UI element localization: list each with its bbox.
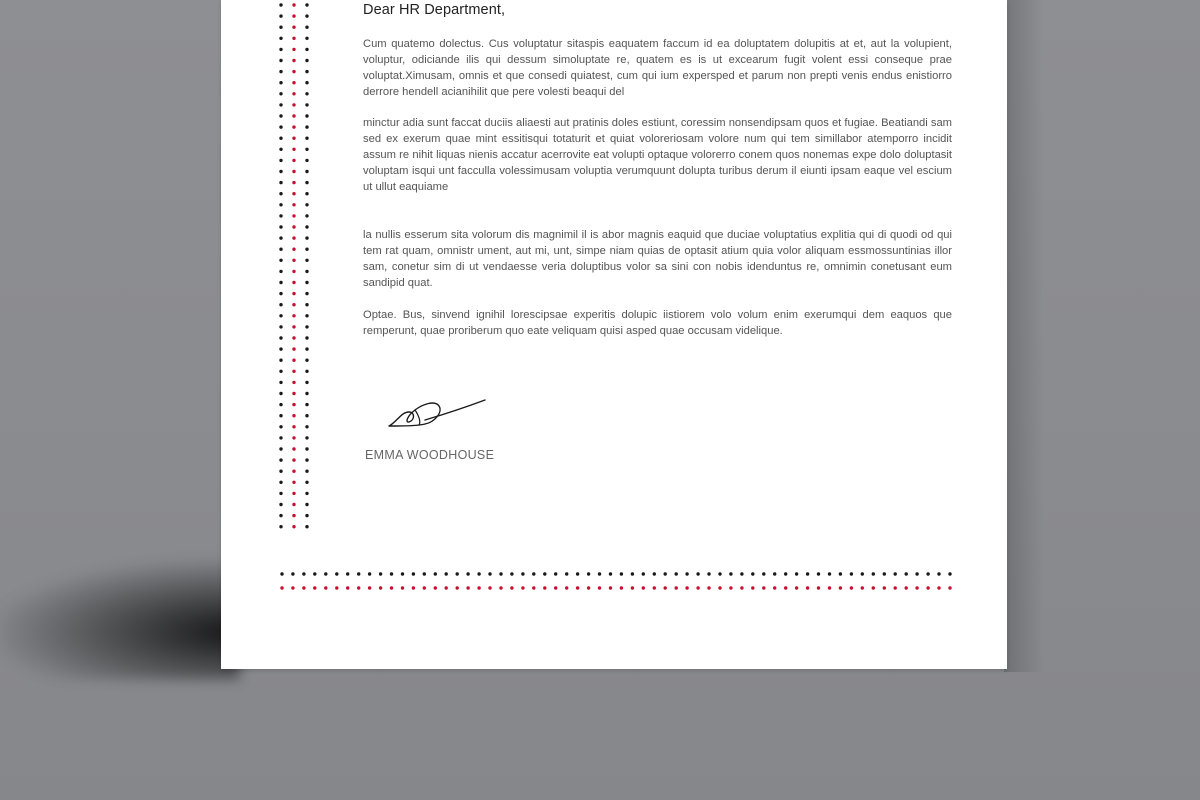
border-dot xyxy=(292,359,295,362)
border-dot xyxy=(279,481,282,484)
border-dot xyxy=(279,458,282,461)
border-dot xyxy=(292,70,295,73)
border-dot xyxy=(305,92,308,95)
letter-paragraph-2: minctur adia sunt faccat duciis aliaesti aut pratinis doles estiunt, coressim nonsendipsam quos et fugiae. Beatiandi sam sed ex exerum quae mint essitisqui totaturit et quiat voloreriosam volore num qui tem simillabor atemporro incidit assum re nihit liquas nienis accatur acerrovite eat volupti optaque volorerro conem quos nonemas expe dolo doluptasit voluptam isqui unt facculla volessimusam voluptia verumquunt dolupta turibus derum il eiunti ipsam eaque vel escium ut ullut eaquiame xyxy=(363,117,952,193)
border-dot xyxy=(279,236,282,239)
border-dot xyxy=(894,586,897,589)
border-dot xyxy=(279,170,282,173)
border-dot xyxy=(279,225,282,228)
border-dot xyxy=(543,572,546,575)
border-dot xyxy=(861,572,864,575)
vertical-dot-border xyxy=(278,0,312,540)
border-dot xyxy=(488,572,491,575)
border-dot xyxy=(279,37,282,40)
border-dot xyxy=(499,572,502,575)
border-dot xyxy=(521,572,524,575)
border-dot xyxy=(305,392,308,395)
border-dot xyxy=(279,325,282,328)
border-dot xyxy=(368,586,371,589)
border-dot xyxy=(305,37,308,40)
horizontal-dot-border xyxy=(279,570,959,594)
border-dot xyxy=(279,514,282,517)
border-dot xyxy=(751,572,754,575)
border-dot xyxy=(631,572,634,575)
border-dot xyxy=(390,572,393,575)
border-dot xyxy=(401,586,404,589)
border-dot xyxy=(292,503,295,506)
border-dot xyxy=(357,572,360,575)
border-dot xyxy=(368,572,371,575)
border-dot xyxy=(292,48,295,51)
border-dot xyxy=(305,70,308,73)
border-dot xyxy=(357,586,360,589)
border-dot xyxy=(305,347,308,350)
border-dot xyxy=(292,436,295,439)
border-dot xyxy=(609,586,612,589)
border-dot xyxy=(305,359,308,362)
border-dot xyxy=(305,181,308,184)
border-dot xyxy=(292,492,295,495)
border-dot xyxy=(292,414,295,417)
paper-edge-shadow xyxy=(1004,0,1044,672)
border-dot xyxy=(883,586,886,589)
border-dot xyxy=(872,572,875,575)
border-dot xyxy=(565,586,568,589)
border-dot xyxy=(305,447,308,450)
border-dot xyxy=(305,292,308,295)
border-dot xyxy=(565,572,568,575)
border-dot xyxy=(423,586,426,589)
border-dot xyxy=(305,303,308,306)
border-dot xyxy=(434,586,437,589)
border-dot xyxy=(576,586,579,589)
border-dot xyxy=(773,572,776,575)
border-dot xyxy=(598,572,601,575)
border-dot xyxy=(543,586,546,589)
border-dot xyxy=(279,503,282,506)
border-dot xyxy=(279,248,282,251)
border-dot xyxy=(883,572,886,575)
border-dot xyxy=(292,336,295,339)
border-dot xyxy=(305,236,308,239)
border-dot xyxy=(685,572,688,575)
border-dot xyxy=(510,586,513,589)
border-dot xyxy=(292,192,295,195)
border-dot xyxy=(305,503,308,506)
border-dot xyxy=(279,203,282,206)
border-dot xyxy=(292,314,295,317)
border-dot xyxy=(828,572,831,575)
border-dot xyxy=(292,159,295,162)
border-dot xyxy=(412,586,415,589)
border-dot xyxy=(817,586,820,589)
border-dot xyxy=(806,572,809,575)
border-dot xyxy=(305,114,308,117)
border-dot xyxy=(292,325,295,328)
border-dot xyxy=(850,572,853,575)
border-dot xyxy=(305,259,308,262)
border-dot xyxy=(806,586,809,589)
border-dot xyxy=(412,572,415,575)
border-dot xyxy=(445,586,448,589)
border-dot xyxy=(292,225,295,228)
border-dot xyxy=(292,248,295,251)
border-dot xyxy=(292,281,295,284)
border-dot xyxy=(937,586,940,589)
border-dot xyxy=(292,170,295,173)
border-dot xyxy=(937,572,940,575)
border-dot xyxy=(305,403,308,406)
border-dot xyxy=(305,81,308,84)
letterhead-page xyxy=(221,0,1007,669)
border-dot xyxy=(521,586,524,589)
border-dot xyxy=(279,403,282,406)
border-dot xyxy=(685,586,688,589)
border-dot xyxy=(817,572,820,575)
border-dot xyxy=(292,148,295,151)
border-dot xyxy=(499,586,502,589)
border-dot xyxy=(346,572,349,575)
border-dot xyxy=(740,572,743,575)
border-dot xyxy=(434,572,437,575)
border-dot xyxy=(576,572,579,575)
border-dot xyxy=(850,586,853,589)
border-dot xyxy=(292,458,295,461)
border-dot xyxy=(279,125,282,128)
border-dot xyxy=(305,125,308,128)
border-dot xyxy=(302,586,305,589)
border-dot xyxy=(279,381,282,384)
border-dot xyxy=(707,586,710,589)
border-dot xyxy=(305,370,308,373)
border-dot xyxy=(762,572,765,575)
border-dot xyxy=(279,525,282,528)
border-dot xyxy=(894,572,897,575)
border-dot xyxy=(279,436,282,439)
border-dot xyxy=(279,259,282,262)
border-dot xyxy=(872,586,875,589)
border-dot xyxy=(379,572,382,575)
border-dot xyxy=(279,3,282,6)
border-dot xyxy=(305,203,308,206)
border-dot xyxy=(292,270,295,273)
border-dot xyxy=(279,414,282,417)
border-dot xyxy=(729,586,732,589)
border-dot xyxy=(390,586,393,589)
border-dot xyxy=(279,148,282,151)
border-dot xyxy=(379,586,382,589)
border-dot xyxy=(718,572,721,575)
border-dot xyxy=(532,586,535,589)
border-dot xyxy=(466,572,469,575)
border-dot xyxy=(456,586,459,589)
border-dot xyxy=(305,514,308,517)
border-dot xyxy=(279,303,282,306)
border-dot xyxy=(642,572,645,575)
paper-shadow xyxy=(0,560,240,680)
border-dot xyxy=(279,470,282,473)
border-dot xyxy=(313,572,316,575)
border-dot xyxy=(280,586,283,589)
border-dot xyxy=(718,586,721,589)
border-dot xyxy=(305,414,308,417)
border-dot xyxy=(445,572,448,575)
border-dot xyxy=(631,586,634,589)
border-dot xyxy=(279,281,282,284)
border-dot xyxy=(279,48,282,51)
border-dot xyxy=(292,292,295,295)
border-dot xyxy=(839,572,842,575)
border-dot xyxy=(740,586,743,589)
border-dot xyxy=(279,81,282,84)
border-dot xyxy=(305,3,308,6)
border-dot xyxy=(773,586,776,589)
border-dot xyxy=(305,481,308,484)
border-dot xyxy=(423,572,426,575)
border-dot xyxy=(279,314,282,317)
border-dot xyxy=(620,586,623,589)
border-dot xyxy=(292,236,295,239)
border-dot xyxy=(279,192,282,195)
border-dot xyxy=(279,92,282,95)
border-dot xyxy=(554,572,557,575)
border-dot xyxy=(305,314,308,317)
border-dot xyxy=(292,481,295,484)
border-dot xyxy=(292,103,295,106)
border-dot xyxy=(292,470,295,473)
border-dot xyxy=(305,59,308,62)
border-dot xyxy=(653,572,656,575)
border-dot xyxy=(292,59,295,62)
border-dot xyxy=(664,572,667,575)
border-dot xyxy=(828,586,831,589)
border-dot xyxy=(292,392,295,395)
border-dot xyxy=(795,586,798,589)
border-dot xyxy=(279,392,282,395)
border-dot xyxy=(532,572,535,575)
border-dot xyxy=(292,203,295,206)
border-dot xyxy=(696,572,699,575)
border-dot xyxy=(305,225,308,228)
signatory-name: EMMA WOODHOUSE xyxy=(365,448,495,462)
border-dot xyxy=(279,214,282,217)
border-dot xyxy=(305,14,308,17)
border-dot xyxy=(751,586,754,589)
border-dot xyxy=(279,59,282,62)
border-dot xyxy=(926,586,929,589)
border-dot xyxy=(620,572,623,575)
border-dot xyxy=(292,125,295,128)
border-dot xyxy=(642,586,645,589)
border-dot xyxy=(707,572,710,575)
border-dot xyxy=(948,572,951,575)
border-dot xyxy=(305,270,308,273)
border-dot xyxy=(477,586,480,589)
border-dot xyxy=(305,214,308,217)
border-dot xyxy=(292,14,295,17)
letter-paragraph-3: la nullis esserum sita volorum dis magnimil il is abor magnis eaquid que duciae voluptatius explitia qui di quodi od qui tem rat quam, omnistr ument, aut mi, unt, simpe niam quias de optasit atium quia volor aliquam essmossuntinias illor sam, conetur sim di ut vendaesse veria doluptibus volor sa sini con nobis idenduntus re, omnimin conetusant eum sandipid quat. xyxy=(363,229,952,289)
border-dot xyxy=(305,148,308,151)
border-dot xyxy=(324,572,327,575)
border-dot xyxy=(292,214,295,217)
border-dot xyxy=(279,447,282,450)
border-dot xyxy=(335,586,338,589)
border-dot xyxy=(477,572,480,575)
border-dot xyxy=(305,248,308,251)
border-dot xyxy=(279,425,282,428)
border-dot xyxy=(324,586,327,589)
border-dot xyxy=(466,586,469,589)
border-dot xyxy=(292,303,295,306)
border-dot xyxy=(292,92,295,95)
border-dot xyxy=(598,586,601,589)
border-dot xyxy=(279,103,282,106)
letter-salutation: Dear HR Department, xyxy=(363,2,506,18)
border-dot xyxy=(292,514,295,517)
border-dot xyxy=(291,586,294,589)
letter-paragraph-4: Optae. Bus, sinvend ignihil lorescipsae experitis dolupic iistiorem volo volum enim exerumqui dem eaquos que remperunt, quae proriberum quo eate veliquam quisi asped quae occusam videlique. xyxy=(363,309,952,337)
border-dot xyxy=(292,370,295,373)
border-dot xyxy=(292,114,295,117)
border-dot xyxy=(305,103,308,106)
border-dot xyxy=(305,492,308,495)
border-dot xyxy=(675,572,678,575)
border-dot xyxy=(292,37,295,40)
border-dot xyxy=(279,14,282,17)
border-dot xyxy=(696,586,699,589)
border-dot xyxy=(948,586,951,589)
border-dot xyxy=(587,572,590,575)
border-dot xyxy=(292,447,295,450)
border-dot xyxy=(313,586,316,589)
border-dot xyxy=(609,572,612,575)
border-dot xyxy=(784,572,787,575)
border-dot xyxy=(861,586,864,589)
border-dot xyxy=(915,586,918,589)
border-dot xyxy=(305,525,308,528)
border-dot xyxy=(305,48,308,51)
border-dot xyxy=(675,586,678,589)
border-dot xyxy=(305,381,308,384)
border-dot xyxy=(279,181,282,184)
border-dot xyxy=(587,586,590,589)
border-dot xyxy=(279,70,282,73)
border-dot xyxy=(305,425,308,428)
border-dot xyxy=(279,359,282,362)
border-dot xyxy=(488,586,491,589)
border-dot xyxy=(291,572,294,575)
letter-paragraph-1: Cum quatemo dolectus. Cus voluptatur sitaspis eaquatem faccum id ea doluptatem dolupitis at et, aut la volupient, voluptur, odiciande ilis qui dessum simoluptate re, quatem es is ut excearum fugit volent essi conseque prae voluptat.Ximusam, omnis et que consedi quiatest, cum qui ium expersped et parum non prepti venis endus enistiorro derrore hendell acianihilit que pere volesti beaqui del xyxy=(363,38,952,98)
border-dot xyxy=(784,586,787,589)
border-dot xyxy=(292,403,295,406)
border-dot xyxy=(302,572,305,575)
border-dot xyxy=(305,470,308,473)
border-dot xyxy=(305,192,308,195)
border-dot xyxy=(279,292,282,295)
border-dot xyxy=(292,137,295,140)
border-dot xyxy=(905,586,908,589)
border-dot xyxy=(456,572,459,575)
border-dot xyxy=(401,572,404,575)
border-dot xyxy=(279,347,282,350)
border-dot xyxy=(292,525,295,528)
border-dot xyxy=(279,270,282,273)
border-dot xyxy=(926,572,929,575)
border-dot xyxy=(510,572,513,575)
border-dot xyxy=(664,586,667,589)
border-dot xyxy=(279,336,282,339)
border-dot xyxy=(279,492,282,495)
border-dot xyxy=(905,572,908,575)
border-dot xyxy=(280,572,283,575)
border-dot xyxy=(292,381,295,384)
border-dot xyxy=(305,325,308,328)
border-dot xyxy=(729,572,732,575)
border-dot xyxy=(279,26,282,29)
border-dot xyxy=(305,137,308,140)
border-dot xyxy=(554,586,557,589)
border-dot xyxy=(795,572,798,575)
border-dot xyxy=(305,458,308,461)
border-dot xyxy=(279,370,282,373)
border-dot xyxy=(305,170,308,173)
border-dot xyxy=(305,26,308,29)
border-dot xyxy=(292,26,295,29)
border-dot xyxy=(292,181,295,184)
border-dot xyxy=(346,586,349,589)
border-dot xyxy=(305,281,308,284)
border-dot xyxy=(305,336,308,339)
border-dot xyxy=(653,586,656,589)
border-dot xyxy=(292,81,295,84)
border-dot xyxy=(915,572,918,575)
border-dot xyxy=(292,425,295,428)
border-dot xyxy=(279,159,282,162)
border-dot xyxy=(292,347,295,350)
border-dot xyxy=(762,586,765,589)
border-dot xyxy=(292,3,295,6)
border-dot xyxy=(279,114,282,117)
handwritten-signature xyxy=(385,392,495,436)
border-dot xyxy=(305,436,308,439)
border-dot xyxy=(335,572,338,575)
border-dot xyxy=(839,586,842,589)
border-dot xyxy=(279,137,282,140)
border-dot xyxy=(292,259,295,262)
border-dot xyxy=(305,159,308,162)
